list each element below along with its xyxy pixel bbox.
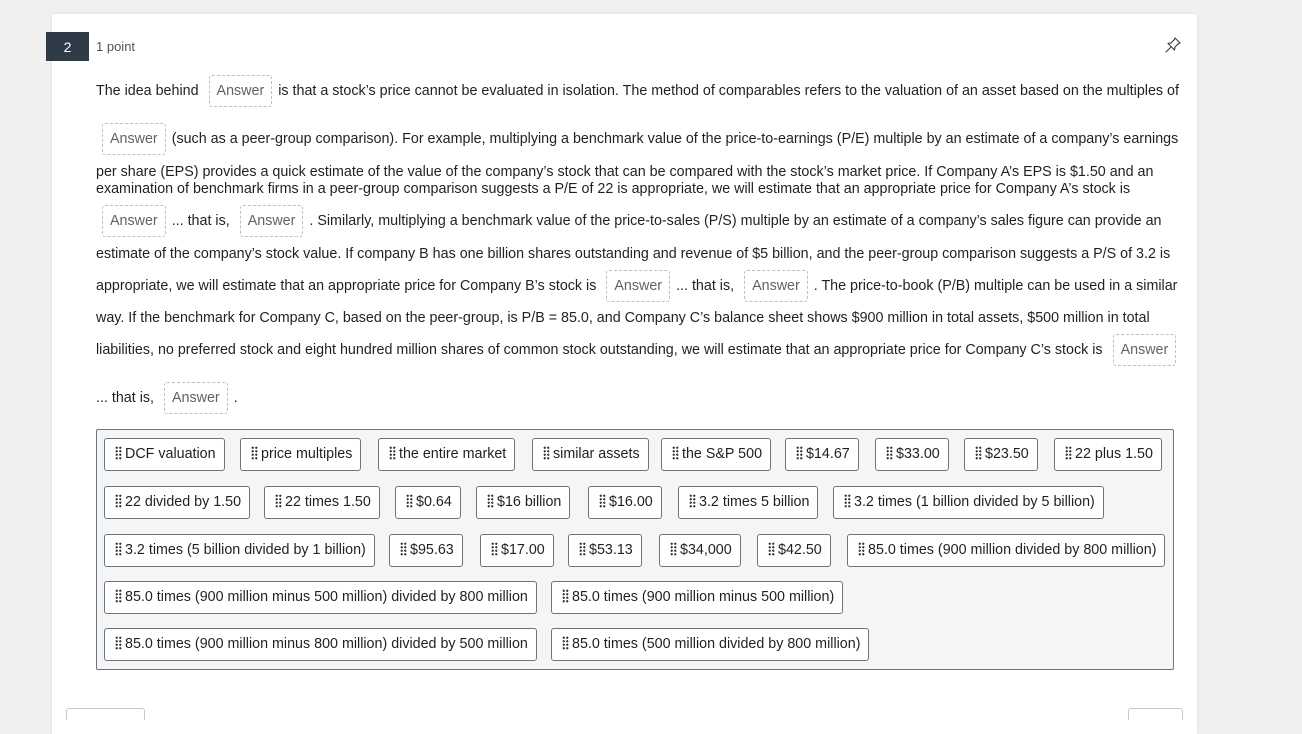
drag-handle-icon: [672, 446, 679, 460]
choice-label: 3.2 times (5 billion divided by 1 billion): [125, 542, 366, 558]
choice-chip[interactable]: [240, 438, 361, 471]
drag-handle-icon: [689, 494, 696, 508]
text-line: [96, 246, 1170, 262]
choice-label: similar assets: [553, 446, 640, 462]
drag-handle-icon: [487, 494, 494, 508]
text-segment: . Similarly, multiplying a benchmark value of the price-to-sales (P/S) multiple by an estimate of a company’s sales figure can provide an: [309, 213, 1162, 229]
drag-handle-icon: [115, 494, 122, 508]
drag-handle-icon: [562, 636, 569, 650]
drag-handle-icon: [275, 494, 282, 508]
text-segment: way. If the benchmark for Company C, based on the peer-group, is P/B = 85.0, and Company C’s balance sheet shows $900 million in total assets, $500 million in total: [96, 310, 1150, 326]
choice-label: the entire market: [399, 446, 507, 462]
choice-label: $42.50: [778, 542, 822, 558]
choice-chip[interactable]: [104, 438, 225, 471]
choice-chip[interactable]: [104, 628, 537, 661]
choice-label: the S&P 500: [682, 446, 763, 462]
choice-label: $16 billion: [497, 494, 562, 510]
choice-label: 22 plus 1.50: [1075, 446, 1153, 462]
choice-chip[interactable]: [104, 534, 375, 567]
choice-chip[interactable]: [551, 581, 843, 614]
next-page-button[interactable]: [1128, 708, 1183, 720]
choice-chip[interactable]: [661, 438, 771, 471]
choice-chip[interactable]: [378, 438, 515, 471]
choice-chip[interactable]: [104, 581, 537, 614]
choice-label: 22 times 1.50: [285, 494, 371, 510]
choice-chip[interactable]: [551, 628, 869, 661]
text-line: [96, 181, 1130, 197]
choice-chip[interactable]: [568, 534, 642, 567]
choice-label: $17.00: [501, 542, 545, 558]
text-line: [96, 74, 1179, 108]
question-number: 2: [46, 32, 89, 61]
choice-label: $23.50: [985, 446, 1029, 462]
choice-chip[interactable]: [659, 534, 741, 567]
choice-chip[interactable]: [678, 486, 818, 519]
text-segment: liabilities, no preferred stock and eight hundred million shares of common stock outstanding, we will estimate that an appropriate price for Company C’s stock is: [96, 342, 1103, 358]
choice-chip[interactable]: [264, 486, 380, 519]
drag-handle-icon: [491, 542, 498, 556]
choice-chip[interactable]: [833, 486, 1104, 519]
choice-chip[interactable]: [389, 534, 463, 567]
choice-chip[interactable]: [785, 438, 859, 471]
drag-handle-icon: [1065, 446, 1072, 460]
choice-label: 85.0 times (900 million minus 500 million): [572, 589, 835, 605]
choice-label: $14.67: [806, 446, 850, 462]
choice-label: 85.0 times (500 million divided by 800 million): [572, 636, 861, 652]
answer-blank-8[interactable]: Answer: [164, 382, 228, 414]
choice-label: $0.64: [416, 494, 452, 510]
choice-label: 85.0 times (900 million minus 500 million) divided by 800 million: [125, 589, 528, 605]
choice-chip[interactable]: [395, 486, 461, 519]
choice-chip[interactable]: [847, 534, 1165, 567]
text-segment: The idea behind: [96, 83, 199, 99]
choice-label: $95.63: [410, 542, 454, 558]
drag-handle-icon: [670, 542, 677, 556]
drag-handle-icon: [562, 589, 569, 603]
text-line: [96, 381, 238, 415]
choice-chip[interactable]: [964, 438, 1038, 471]
answer-blank-2[interactable]: Answer: [102, 123, 166, 155]
drag-handle-icon: [886, 446, 893, 460]
text-line: [96, 310, 1150, 326]
answer-blank-6[interactable]: Answer: [744, 270, 808, 302]
text-line: [96, 122, 1178, 156]
drag-handle-icon: [115, 542, 122, 556]
text-line: [96, 164, 1153, 180]
text-segment: ... that is,: [96, 390, 155, 406]
drag-handle-icon: [858, 542, 865, 556]
choice-label: $16.00: [609, 494, 653, 510]
choice-chip[interactable]: [1054, 438, 1162, 471]
choice-label: 85.0 times (900 million minus 800 million) divided by 500 million: [125, 636, 528, 652]
drag-handle-icon: [579, 542, 586, 556]
text-line: [96, 333, 1182, 367]
answer-blank-3[interactable]: Answer: [102, 205, 166, 237]
choice-label: $34,000: [680, 542, 732, 558]
answer-blank-7[interactable]: Answer: [1113, 334, 1177, 366]
answer-blank-4[interactable]: Answer: [240, 205, 304, 237]
choice-chip[interactable]: [480, 534, 554, 567]
text-segment: .: [233, 390, 238, 406]
text-line: [96, 204, 1162, 238]
choice-chip[interactable]: [476, 486, 570, 519]
text-segment: estimate of the company’s stock value. If company B has one billion shares outstanding and revenue of $5 billion, and the peer-group comparison suggests a P/S of 3.2 is: [96, 246, 1171, 262]
text-segment: ... that is,: [676, 278, 735, 294]
answer-blank-5[interactable]: Answer: [606, 270, 670, 302]
previous-page-button[interactable]: [66, 708, 145, 720]
choice-label: $53.13: [589, 542, 633, 558]
choice-chip[interactable]: [875, 438, 949, 471]
choice-label: $33.00: [896, 446, 940, 462]
choice-chip[interactable]: [757, 534, 831, 567]
question-points: 1 point: [96, 39, 136, 54]
choice-label: DCF valuation: [125, 446, 216, 462]
choice-label: 22 divided by 1.50: [125, 494, 242, 510]
choice-label: 85.0 times (900 million divided by 800 million): [868, 542, 1157, 558]
drag-handle-icon: [406, 494, 413, 508]
choice-label: price multiples: [261, 446, 353, 462]
text-segment: per share (EPS) provides a quick estimate of the value of the company’s stock that can be compared with the stock’s market price. If Company A’s EPS is $1.50 and an: [96, 164, 1154, 180]
choice-label: 3.2 times (1 billion divided by 5 billion): [854, 494, 1095, 510]
pin-icon[interactable]: [1164, 36, 1182, 54]
drag-handle-icon: [115, 636, 122, 650]
choice-chip[interactable]: [104, 486, 250, 519]
choice-label: 3.2 times 5 billion: [699, 494, 810, 510]
text-segment: examination of benchmark firms in a peer-group comparison suggests a P/E of 22 is appropriate, we will estimate that an appropriate price for Company A’s stock is: [96, 181, 1131, 197]
text-segment: appropriate, we will estimate that an appropriate price for Company B’s stock is: [96, 278, 597, 294]
drag-handle-icon: [400, 542, 407, 556]
drag-handle-icon: [251, 446, 258, 460]
drag-handle-icon: [599, 494, 606, 508]
choice-chip[interactable]: [532, 438, 649, 471]
drag-handle-icon: [975, 446, 982, 460]
choice-chip[interactable]: [588, 486, 662, 519]
answer-blank-1[interactable]: Answer: [209, 75, 273, 107]
drag-handle-icon: [543, 446, 550, 460]
text-line: [96, 269, 1177, 303]
text-segment: ... that is,: [171, 213, 230, 229]
drag-handle-icon: [768, 542, 775, 556]
drag-handle-icon: [115, 589, 122, 603]
drag-handle-icon: [796, 446, 803, 460]
text-segment: is that a stock’s price cannot be evaluated in isolation. The method of comparables refers to the valuation of an asset based on the multiples of: [278, 83, 1179, 99]
text-segment: . The price-to-book (P/B) multiple can be used in a similar: [813, 278, 1178, 294]
drag-handle-icon: [389, 446, 396, 460]
drag-handle-icon: [844, 494, 851, 508]
answer-bank: [96, 429, 1174, 670]
text-segment: (such as a peer-group comparison). For example, multiplying a benchmark value of the price-to-earnings (P/E) multiple by an estimate of a company’s earnings: [171, 131, 1179, 147]
drag-handle-icon: [115, 446, 122, 460]
